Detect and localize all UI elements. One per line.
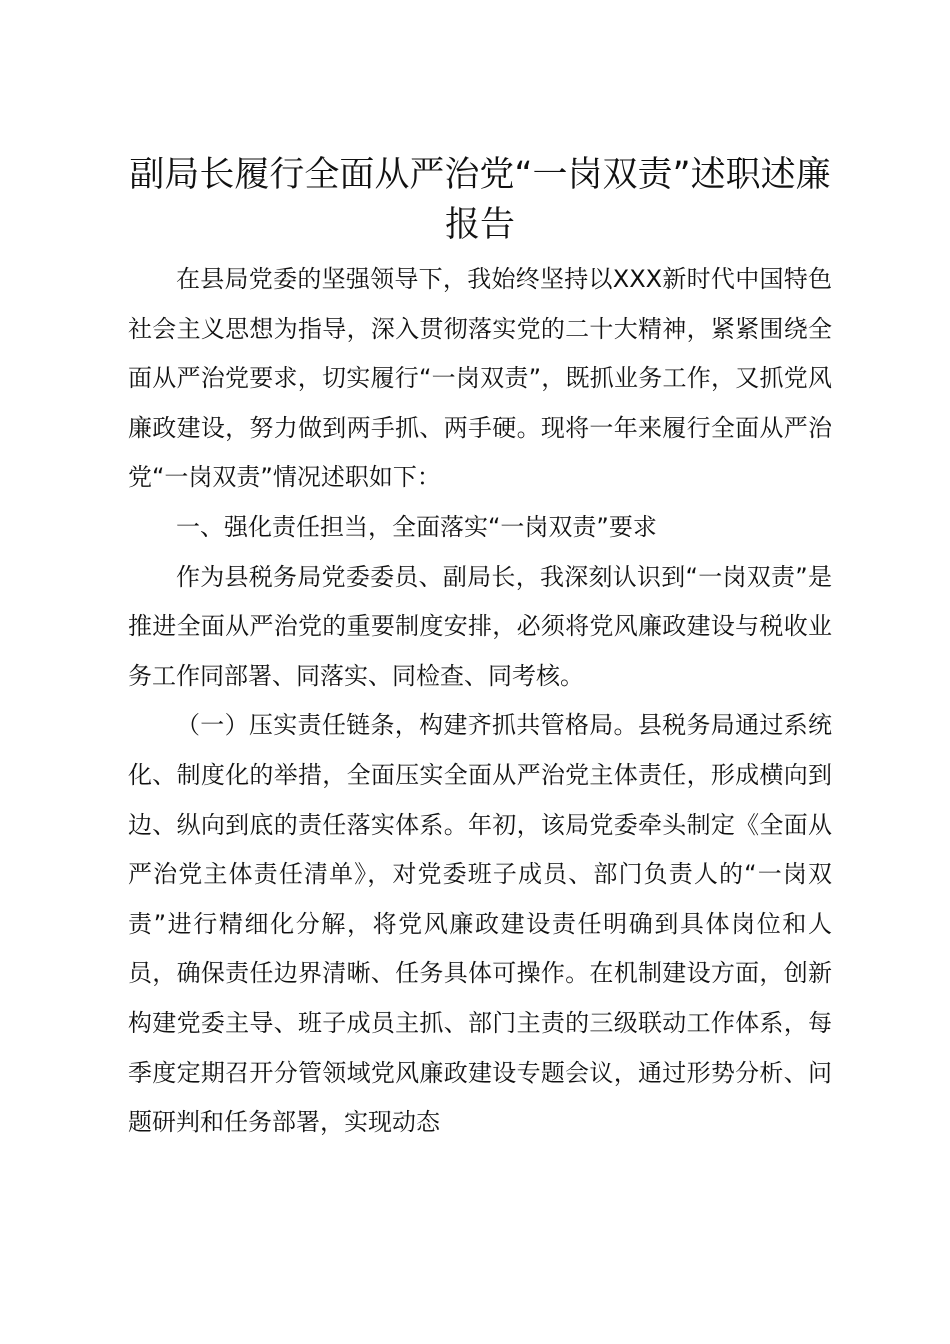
- document-title: 副局长履行全面从严治党“一岗双责”述职述廉报告: [129, 155, 831, 245]
- document-page: [128, 150, 832, 1148]
- section-heading-1: 一、强化责任担当，全面落实“一岗双责”要求: [176, 512, 657, 541]
- subsection-1-paragraph: （一）压实责任链条，构建齐抓共管格局。县税务局通过系统化、制度化的举措，全面压实全面从严治党主体责任，形成横向到边、纵向到底的责任落实体系。年初，该局党委牵头制定《全面从严治党主体责任清单》，对党委班子成员、部门负责人的“一岗双责”进行精细化分解，将党风廉政建设责任明确到具体岗位和人员，确保责任边界清晰、任务具体可操作。在机制建设方面，创新构建党委主导、班子成员主抓、部门主责的三级联动工作体系，每季度定期召开分管领域党风廉政建设专题会议，通过形势分析、问题研判和任务部署，实现动态: [128, 711, 832, 1137]
- intro-paragraph: 在县局党委的坚强领导下，我始终坚持以XXX新时代中国特色社会主义思想为指导，深入贯彻落实党的二十大精神，紧紧围绕全面从严治党要求，切实履行“一岗双责”，既抓业务工作，又抓党风廉政建设，努力做到两手抓、两手硬。现将一年来履行全面从严治党“一岗双责”情况述职如下：: [128, 265, 832, 492]
- section-1-paragraph: 作为县税务局党委委员、副局长，我深刻认识到“一岗双责”是推进全面从严治党的重要制度安排，必须将党风廉政建设与税收业务工作同部署、同落实、同检查、同考核。: [128, 562, 832, 690]
